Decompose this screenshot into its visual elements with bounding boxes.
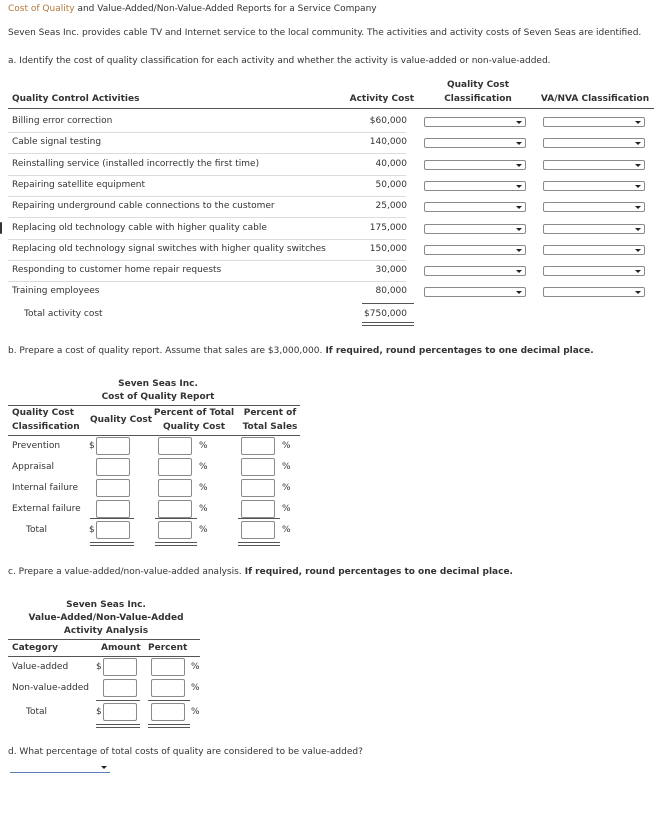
category-label: Value-added <box>12 662 69 672</box>
row-divider <box>8 153 406 154</box>
chevron-down-icon <box>516 228 522 231</box>
part-c-prompt <box>8 567 513 577</box>
chevron-down-icon <box>516 185 522 188</box>
chevron-down-icon <box>516 164 522 167</box>
percent-total-sales-input[interactable] <box>241 521 275 539</box>
activity-cost: 40,000 <box>375 159 407 169</box>
vanva-classification-dropdown[interactable] <box>543 181 645 191</box>
percent-sign: % <box>191 662 200 672</box>
percent-total-quality-input[interactable] <box>158 521 192 539</box>
chevron-down-icon <box>635 164 641 167</box>
percent-total-sales-input[interactable] <box>241 479 275 497</box>
percent-sign: % <box>282 462 291 472</box>
part-a-prompt: a. Identify the cost of quality classification for each activity and whether the activity is value-added or non-value-added. <box>8 56 551 66</box>
vanva-classification-dropdown[interactable] <box>543 117 645 127</box>
percent-sign: % <box>282 441 291 451</box>
percent-total-sales-input[interactable] <box>241 500 275 518</box>
percent-sign: % <box>191 707 200 717</box>
chevron-down-icon <box>635 185 641 188</box>
chevron-down-icon <box>516 121 522 124</box>
chevron-down-icon <box>516 249 522 252</box>
quality-cost-classification-dropdown[interactable] <box>424 287 526 297</box>
activity-name: Replacing old technology cable with higher quality cable <box>12 223 267 233</box>
dollar-sign: $ <box>89 525 95 535</box>
row-divider <box>8 196 406 197</box>
part-d-answer-dropdown[interactable] <box>10 763 110 773</box>
row-divider <box>8 217 406 218</box>
subtotal-rule <box>148 700 190 701</box>
chevron-down-icon <box>635 249 641 252</box>
col-c-amount: Amount <box>101 643 141 653</box>
total-rule-double <box>362 322 414 326</box>
col-c-percent: Percent <box>148 643 188 653</box>
chevron-down-icon <box>101 766 107 769</box>
quality-cost-input[interactable] <box>96 437 130 455</box>
activity-cost: 140,000 <box>369 137 407 147</box>
total-double-rule <box>155 542 197 546</box>
activity-name: Repairing underground cable connections to the customer <box>12 201 275 211</box>
activity-name: Replacing old technology signal switches with higher quality switches <box>12 244 326 254</box>
percent-sign: % <box>282 525 291 535</box>
amount-input[interactable] <box>103 658 137 676</box>
amount-input[interactable] <box>103 703 137 721</box>
percent-input[interactable] <box>151 679 185 697</box>
col-c-category: Category <box>12 643 59 653</box>
percent-total-sales-input[interactable] <box>241 458 275 476</box>
page-title-link: Cost of Quality <box>8 4 75 14</box>
percent-total-quality-input[interactable] <box>158 500 192 518</box>
page-title-rest: and Value-Added/Non-Value-Added Reports for a Service Company <box>74 4 377 14</box>
percent-total-quality-input[interactable] <box>158 437 192 455</box>
activity-cost: 80,000 <box>375 286 407 296</box>
part-c-prompt-text: c. Prepare a value-added/non-value-added analysis. <box>8 567 242 577</box>
report-c-title-3: Activity Analysis <box>63 626 149 636</box>
row-divider <box>8 281 406 282</box>
vanva-classification-dropdown[interactable] <box>543 266 645 276</box>
col-activity-cost-header: Activity Cost <box>349 94 414 104</box>
report-c-title-rule <box>8 639 200 640</box>
report-b-title-2: Cost of Quality Report <box>101 392 215 402</box>
col-vanva-header: VA/NVA Classification <box>540 94 650 104</box>
report-c-title-2: Value-Added/Non-Value-Added <box>28 613 184 623</box>
quality-cost-classification-dropdown[interactable] <box>424 245 526 255</box>
activity-name: Repairing satellite equipment <box>12 180 145 190</box>
amount-input[interactable] <box>103 679 137 697</box>
quality-cost-input[interactable] <box>96 521 130 539</box>
percent-total-quality-input[interactable] <box>158 479 192 497</box>
percent-sign: % <box>199 441 208 451</box>
activity-cost: 25,000 <box>375 201 407 211</box>
percent-input[interactable] <box>151 703 185 721</box>
report-b-header-rule <box>8 435 300 436</box>
total-activity-value: $750,000 <box>364 309 407 319</box>
chevron-down-icon <box>635 121 641 124</box>
col-b-class-2: Classification <box>12 422 80 432</box>
dollar-sign: $ <box>96 707 102 717</box>
total-label: Total <box>26 707 48 717</box>
classification-label: External failure <box>12 504 81 514</box>
activity-name: Reinstalling service (installed incorrectly the first time) <box>12 159 260 169</box>
total-rule-top <box>362 303 414 304</box>
col-qc-class-header-2: Classification <box>444 94 512 104</box>
percent-sign: % <box>199 483 208 493</box>
activity-name: Responding to customer home repair requests <box>12 265 222 275</box>
activity-name: Training employees <box>12 286 100 296</box>
part-d-prompt: d. What percentage of total costs of quality are considered to be value-added? <box>8 747 363 757</box>
activity-cost: $60,000 <box>369 116 407 126</box>
activity-cost: 50,000 <box>375 180 407 190</box>
vanva-classification-dropdown[interactable] <box>543 138 645 148</box>
quality-cost-classification-dropdown[interactable] <box>424 202 526 212</box>
col-b-class-1: Quality Cost <box>12 408 75 418</box>
quality-cost-input[interactable] <box>96 500 130 518</box>
chevron-down-icon <box>635 270 641 273</box>
quality-cost-classification-dropdown[interactable] <box>424 160 526 170</box>
chevron-down-icon <box>516 206 522 209</box>
page-title <box>8 4 377 14</box>
chevron-down-icon <box>516 142 522 145</box>
vanva-classification-dropdown[interactable] <box>543 224 645 234</box>
percent-total-quality-input[interactable] <box>158 458 192 476</box>
focus-marker <box>0 222 2 234</box>
row-divider <box>8 132 406 133</box>
percent-sign: % <box>282 504 291 514</box>
col-b-pct-total-1: Percent of Total <box>153 408 235 418</box>
report-b-title-rule <box>8 405 300 406</box>
part-b-prompt <box>8 346 594 356</box>
activity-cost: 150,000 <box>369 244 407 254</box>
chevron-down-icon <box>635 228 641 231</box>
row-divider <box>8 260 406 261</box>
quality-cost-classification-dropdown[interactable] <box>424 117 526 127</box>
activity-name: Cable signal testing <box>12 137 102 147</box>
total-label: Total <box>26 525 48 535</box>
percent-sign: % <box>199 462 208 472</box>
activity-name: Billing error correction <box>12 116 113 126</box>
vanva-classification-dropdown[interactable] <box>543 202 645 212</box>
quality-cost-classification-dropdown[interactable] <box>424 224 526 234</box>
row-divider <box>8 239 406 240</box>
part-b-prompt-bold: If required, round percentages to one decimal place. <box>322 346 594 356</box>
classification-label: Prevention <box>12 441 61 451</box>
chevron-down-icon <box>635 291 641 294</box>
percent-sign: % <box>191 683 200 693</box>
chevron-down-icon <box>635 206 641 209</box>
total-double-rule <box>96 724 140 728</box>
quality-cost-input[interactable] <box>96 479 130 497</box>
quality-cost-classification-dropdown[interactable] <box>424 181 526 191</box>
part-c-prompt-bold: If required, round percentages to one decimal place. <box>241 567 513 577</box>
quality-cost-classification-dropdown[interactable] <box>424 138 526 148</box>
report-c-header-rule <box>8 656 200 657</box>
subtotal-rule <box>96 700 140 701</box>
col-b-pct-sales-1: Percent of <box>243 408 297 418</box>
percent-input[interactable] <box>151 658 185 676</box>
report-b-title-1: Seven Seas Inc. <box>118 379 198 389</box>
vanva-classification-dropdown[interactable] <box>543 287 645 297</box>
chevron-down-icon <box>516 291 522 294</box>
col-activities-header: Quality Control Activities <box>12 94 140 104</box>
quality-cost-input[interactable] <box>96 458 130 476</box>
row-divider <box>8 175 406 176</box>
intro-text: Seven Seas Inc. provides cable TV and Internet service to the local community. The activities and activity costs of Seven Seas are identified. <box>8 28 642 38</box>
col-b-pct-total-2: Quality Cost <box>162 422 226 432</box>
total-double-rule <box>238 542 280 546</box>
col-qc-class-header-1: Quality Cost <box>446 80 510 90</box>
activity-cost: 175,000 <box>369 223 407 233</box>
subtotal-rule <box>90 518 134 519</box>
dollar-sign: $ <box>96 662 102 672</box>
col-b-cost: Quality Cost <box>90 415 153 425</box>
percent-total-sales-input[interactable] <box>241 437 275 455</box>
header-rule <box>8 108 654 109</box>
dollar-sign: $ <box>89 441 95 451</box>
col-b-pct-sales-2: Total Sales <box>242 422 298 432</box>
vanva-classification-dropdown[interactable] <box>543 245 645 255</box>
classification-label: Internal failure <box>12 483 78 493</box>
percent-sign: % <box>199 525 208 535</box>
activity-cost: 30,000 <box>375 265 407 275</box>
part-b-prompt-text: b. Prepare a cost of quality report. Assume that sales are $3,000,000. <box>8 346 323 356</box>
total-activity-label: Total activity cost <box>24 309 103 319</box>
total-double-rule <box>148 724 190 728</box>
chevron-down-icon <box>516 270 522 273</box>
subtotal-rule <box>238 518 280 519</box>
total-double-rule <box>90 542 134 546</box>
quality-cost-classification-dropdown[interactable] <box>424 266 526 276</box>
subtotal-rule <box>155 518 197 519</box>
classification-label: Appraisal <box>12 462 55 472</box>
percent-sign: % <box>199 504 208 514</box>
chevron-down-icon <box>635 142 641 145</box>
percent-sign: % <box>282 483 291 493</box>
vanva-classification-dropdown[interactable] <box>543 160 645 170</box>
report-c-title-1: Seven Seas Inc. <box>66 600 146 610</box>
category-label: Non-value-added <box>12 683 89 693</box>
